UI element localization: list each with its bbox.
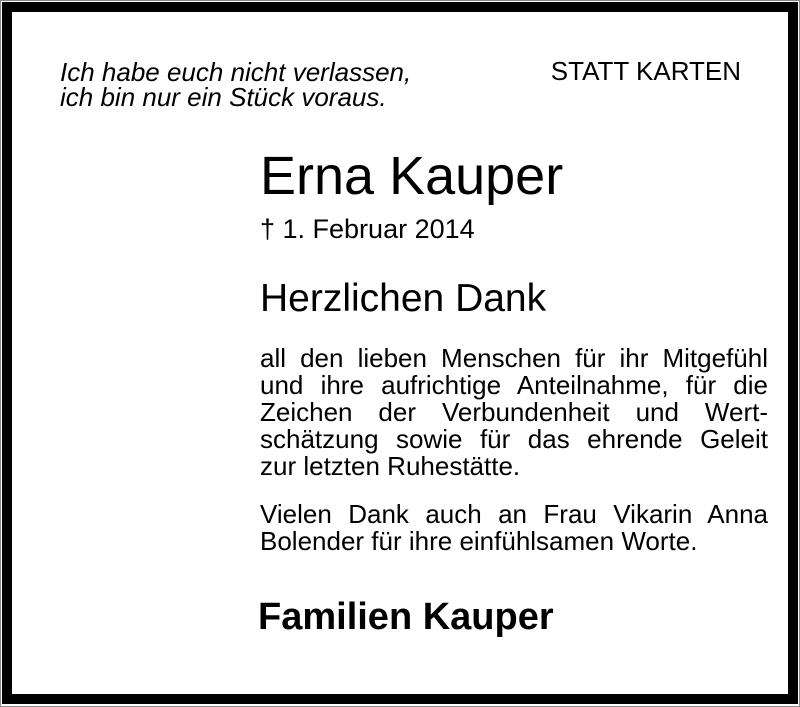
death-date: † 1. Februar 2014 <box>260 214 475 244</box>
notice-border-frame <box>2 2 798 704</box>
epigraph-quote <box>60 57 412 112</box>
thanks-line: schätzung sowie für das ehrende Geleit <box>260 424 768 454</box>
epigraph-line: ich bin nur ein Stück voraus. <box>60 82 387 112</box>
deceased-name: Erna Kauper <box>260 146 564 206</box>
epigraph-line: Ich habe euch nicht verlassen, <box>60 57 412 87</box>
family-signature: Familien Kauper <box>258 596 554 638</box>
thanks-line: und ihre aufrichtige Anteilnahme, für die <box>260 370 768 400</box>
thanks-paragraph-1 <box>260 345 768 480</box>
thanks-line: Vielen Dank auch an Frau Vikarin Anna <box>260 499 768 529</box>
thanks-line: zur letzten Ruhestätte. <box>260 451 521 481</box>
thanks-line: all den lieben Menschen für ihr Mitgefühl <box>260 343 768 373</box>
thanks-line: Zeichen der Verbundenheit und Wert- <box>260 397 768 427</box>
thanks-line: Bolender für ihre einfühlsamen Worte. <box>260 526 698 556</box>
statt-karten-label: STATT KARTEN <box>550 56 741 86</box>
thanks-heading: Herzlichen Dank <box>260 277 547 320</box>
thanks-paragraph-2 <box>260 501 768 555</box>
